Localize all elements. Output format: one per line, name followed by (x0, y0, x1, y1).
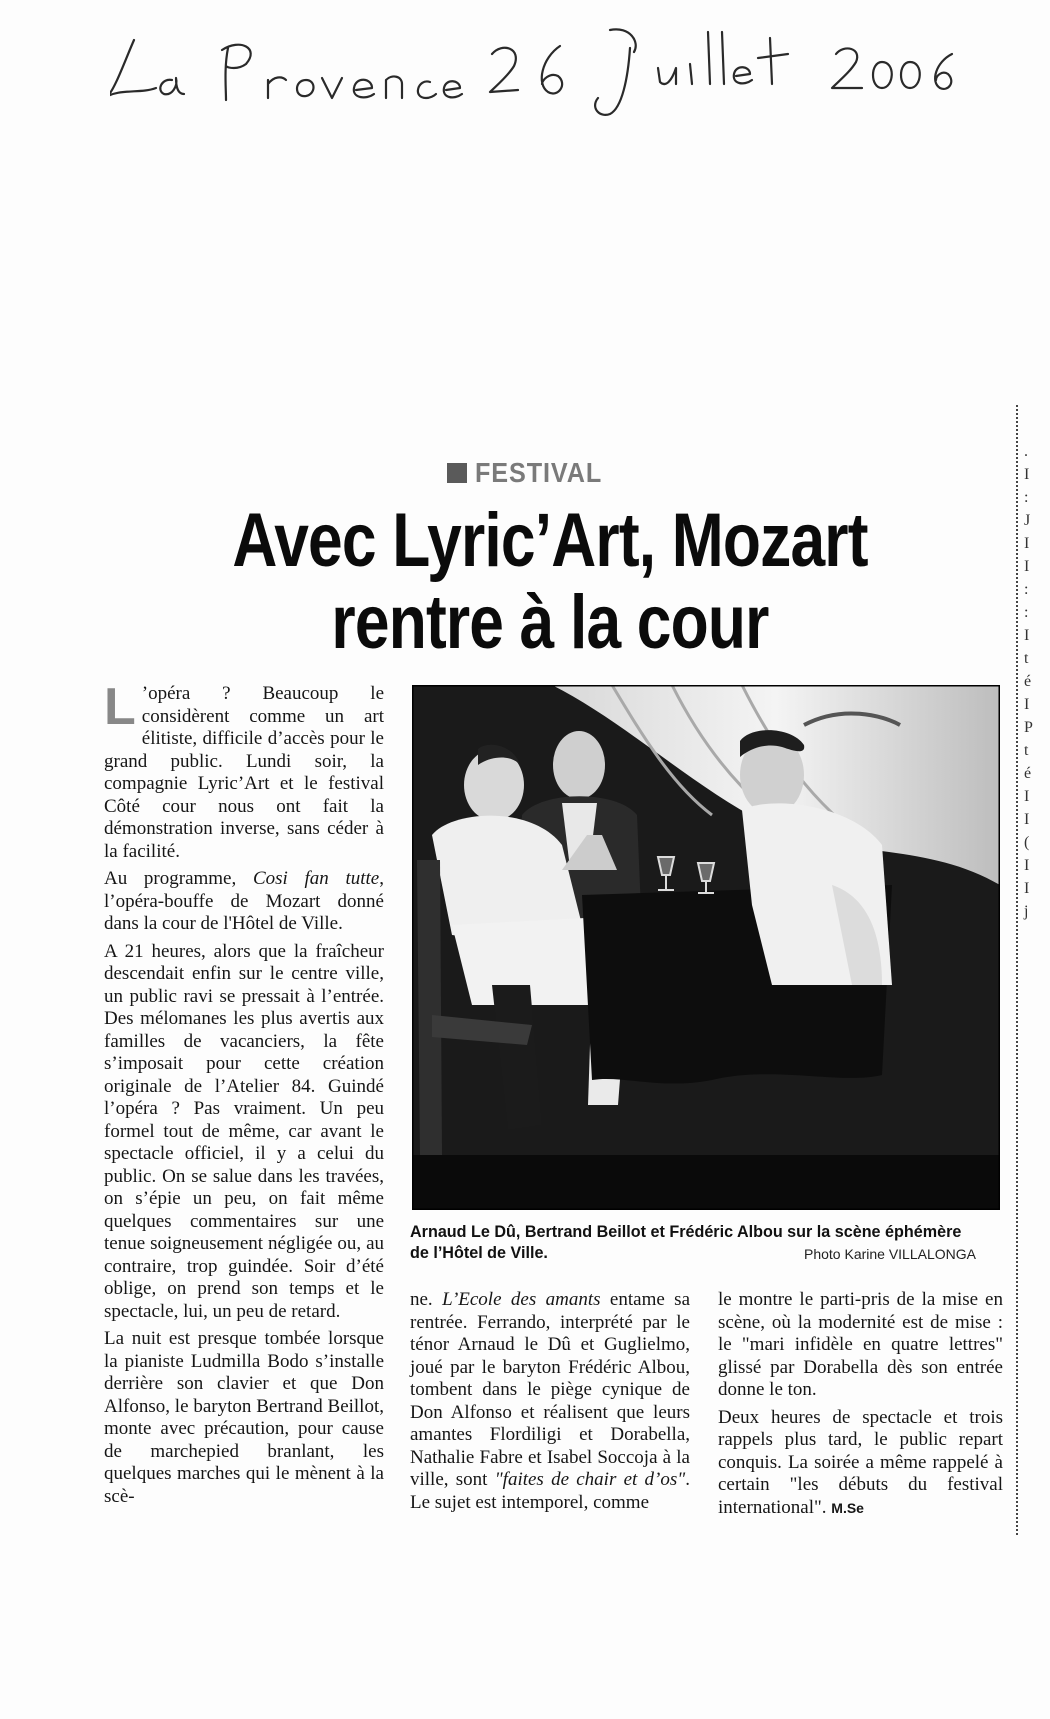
adjacent-clipping-text (1024, 440, 1044, 923)
article-column-1 (104, 678, 384, 1513)
edge-char: I (1024, 788, 1030, 805)
article-photo (412, 685, 1000, 1210)
edge-char: I (1024, 558, 1030, 575)
edge-char: é (1024, 673, 1032, 690)
paragraph-5-text-a: ne. (410, 1289, 443, 1310)
paragraph-6: le montre le parti-pris de la mise en scène, où la modernité est de mise : le "mari infidèle en quatre lettres" glissé par Dorabella dès son entrée donne le ton. (718, 1289, 1003, 1400)
edge-char: ( (1024, 834, 1030, 851)
paragraph-3: A 21 heures, alors que la fraîcheur descendait enfin sur le centre ville, un public ravi se pressait à l’entrée. Des mélomanes les plus avertis aux familles de vacanciers, la fête s’imposait pour cette création originale de l’Atelier 84. Guindé l’opéra ? Pas vraiment. Un peu formel tout de même, car avant le spectacle officiel, il y a celui du public. On se salue dans les travées, on s’épie un peu, on fait même quelques commentaires sur une tenue soigneusement négligée ou, au contraire, trop guindée. Soir d’été oblige, on prend son temps et le spectacle, lui, un peu de retard. (104, 940, 384, 1322)
article-column-3 (718, 1289, 1003, 1524)
section-tag (447, 458, 616, 488)
paragraph-5-text-b: entame sa rentrée. Ferrando, interprété par le ténor Arnaud le Dû et Guglielmo, joué par le baryton Frédéric Albou, tombent dans le piège cynique de Don Alfonso et réalisent que leurs amantes Flordiligi et Dorabella, Nathalie Fabre et Isabel Soccoja à la ville, sont (410, 1289, 690, 1490)
work-title: L’Ecole des amants (442, 1289, 601, 1310)
edge-char: I (1024, 535, 1030, 552)
paragraph-2-text-a: Au programme, (104, 868, 253, 889)
article-column-2 (410, 1289, 690, 1519)
photo-stage-scene (412, 685, 1000, 1210)
section-label: FESTIVAL (475, 457, 603, 488)
headline (222, 500, 878, 664)
edge-char: P (1024, 719, 1033, 736)
paragraph-1-text: ’opéra ? Beaucoup le considèrent comme un art élitiste, difficile d’accès pour le grand public. Lundi soir, la compagnie Lyric’Art et le festival Côté cour nous ont fait la démonstration inverse, sans céder à la facilité. (104, 683, 384, 862)
edge-char: J (1024, 512, 1031, 529)
edge-char: t (1024, 650, 1029, 667)
edge-char: I (1024, 857, 1030, 874)
edge-char: I (1024, 880, 1030, 897)
paragraph-1 (104, 678, 384, 863)
paragraph-2-text-b: , l’opéra-bouffe de Mozart donné dans la cour de l'Hôtel de Ville. (104, 868, 384, 934)
opera-title: Cosi fan tutte (252, 868, 380, 889)
paragraph-7 (718, 1407, 1003, 1520)
edge-char: : (1024, 604, 1029, 621)
handwritten-note-drawing (110, 18, 970, 118)
edge-char: é (1024, 765, 1032, 782)
paragraph-5-text-c: . Le sujet est intemporel, comme (410, 1469, 690, 1513)
edge-char: : (1024, 581, 1029, 598)
edge-char: : (1024, 489, 1029, 506)
handwritten-note (110, 18, 970, 118)
edge-char: I (1024, 811, 1030, 828)
edge-char: I (1024, 627, 1030, 644)
headline-line-2: rentre à la cour (331, 580, 769, 665)
paragraph-5 (410, 1289, 690, 1514)
paragraph-4: La nuit est presque tombée lorsque la pianiste Ludmilla Bodo s’installe derrière son clavier et que Don Alfonso, le baryton Bertrand Beillot, monte avec précaution, pour cause de marchepied branlant, les quelques marches qui le mènent à la scè- (104, 1328, 384, 1507)
photo-credit: Photo Karine VILLALONGA (804, 1246, 976, 1262)
paragraph-2 (104, 868, 384, 936)
section-square-icon (447, 463, 467, 483)
quote: "faites de chair et d’os" (494, 1469, 686, 1490)
edge-char: I (1024, 466, 1030, 483)
headline-line-1: Avec Lyric’Art, Mozart (232, 498, 868, 583)
author-signature: M.Se (831, 1499, 864, 1516)
edge-char: t (1024, 742, 1029, 759)
edge-char: . (1024, 443, 1028, 460)
paragraph-7-text: Deux heures de spectacle et trois rappels plus tard, le public repart conquis. La soirée a même rappelé à certain "les débuts du festival international". (718, 1406, 1003, 1518)
drop-cap: L (104, 678, 136, 736)
edge-char: I (1024, 696, 1030, 713)
edge-char: j (1024, 903, 1029, 920)
photo-caption: Arnaud Le Dû, Bertrand Beillot et Frédéric Albou sur la scène éphémère de l’Hôtel de Ville. (410, 1222, 962, 1262)
